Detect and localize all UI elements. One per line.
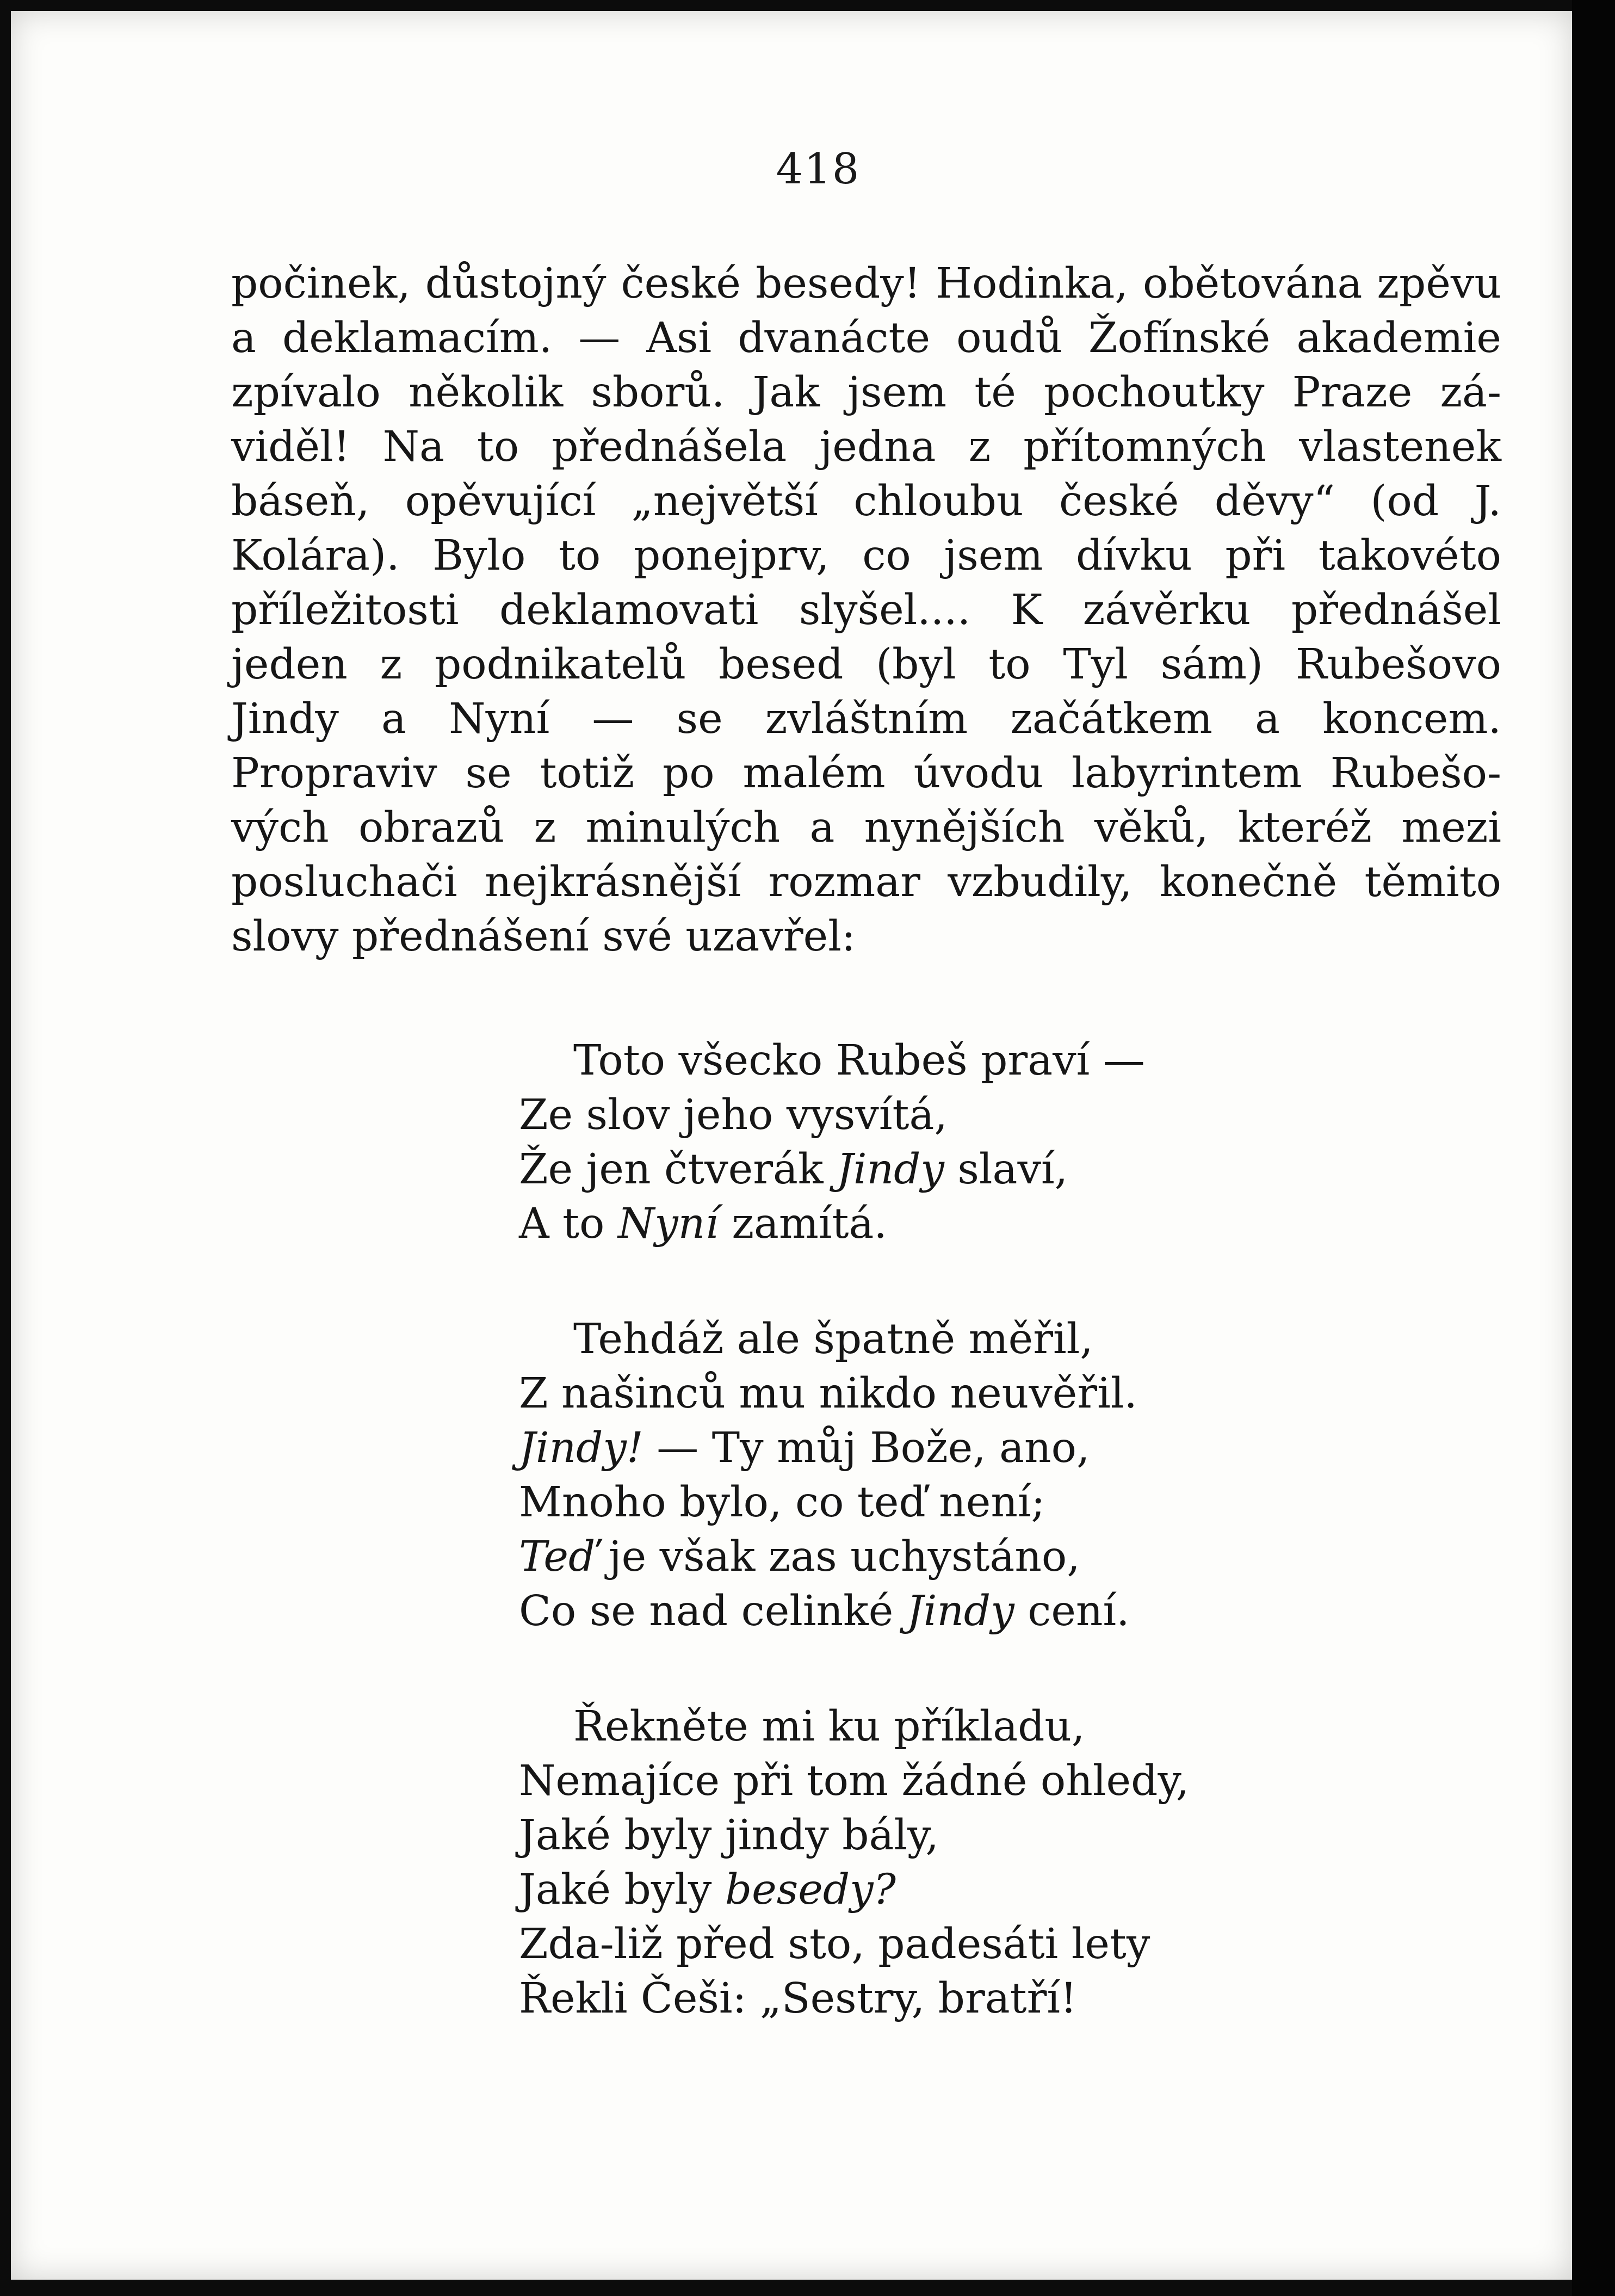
verse-text: Že jen čtverák bbox=[519, 1145, 837, 1194]
verse-line: Ze slov jeho vysvítá, bbox=[519, 1091, 948, 1139]
verse-text: A to bbox=[519, 1200, 618, 1248]
poem-stanza-3 bbox=[519, 1700, 1189, 2026]
prose-line: počinek, důstojný české besedy! Hodinka, obětována zpěvu bbox=[231, 260, 1501, 308]
verse-emphasis: Jindy bbox=[837, 1145, 944, 1194]
page-number: 418 bbox=[776, 145, 861, 194]
verse-line bbox=[519, 1530, 1189, 1584]
verse-emphasis: Jindy bbox=[906, 1587, 1014, 1635]
verse-text: je však zas uchystáno, bbox=[595, 1533, 1080, 1581]
verse-text: slaví, bbox=[944, 1145, 1068, 1194]
verse-emphasis: besedy? bbox=[725, 1866, 896, 1914]
prose-line: slovy přednášení své uzavřel: bbox=[231, 912, 856, 961]
verse-line: Mnoho bylo, co teď není; bbox=[519, 1478, 1045, 1527]
verse-line: Řekněte mi ku příkladu, bbox=[573, 1702, 1085, 1751]
prose-line: vých obrazů z minulých a nynějších věků, kteréž mezi bbox=[231, 804, 1501, 852]
prose-line: Jindy a Nyní — se zvláštním začátkem a koncem. bbox=[231, 695, 1501, 743]
prose-line: zpívalo několik sborů. Jak jsem té pochoutky Praze zá- bbox=[231, 368, 1501, 417]
verse-line: Nemajíce při tom žádné ohledy, bbox=[519, 1757, 1190, 1805]
prose-line: příležitosti deklamovati slyšel.... K závěrku přednášel bbox=[231, 586, 1501, 634]
scan-edge-shadow bbox=[1572, 0, 1615, 2296]
verse-text: cení. bbox=[1014, 1587, 1130, 1635]
verse-line: Toto všecko Rubeš praví — bbox=[573, 1036, 1145, 1085]
prose-line: viděl! Na to přednášela jedna z přítomných vlastenek bbox=[231, 423, 1501, 471]
verse-line bbox=[519, 1421, 1189, 1476]
prose-line: a deklamacím. — Asi dvanácte oudů Žofínské akademie bbox=[231, 314, 1501, 362]
verse-line bbox=[519, 1143, 1189, 1197]
prose-line: posluchači nejkrásnější rozmar vzbudily, konečně těmito bbox=[231, 858, 1501, 906]
verse-line: Jaké byly jindy bály, bbox=[519, 1811, 939, 1860]
verse-emphasis: Jindy! bbox=[519, 1424, 643, 1472]
book-page bbox=[11, 11, 1572, 2280]
prose-line: báseň, opěvující „největší chloubu české děvy“ (od J. bbox=[231, 477, 1501, 526]
verse-text: — Ty můj Bože, ano, bbox=[643, 1424, 1090, 1472]
poem bbox=[519, 1034, 1189, 2026]
verse-text: zamítá. bbox=[718, 1200, 887, 1248]
prose-line: Propraviv se totiž po malém úvodu labyrintem Rubešo- bbox=[231, 749, 1501, 798]
prose-line: jeden z podnikatelů besed (byl to Tyl sám) Rubešovo bbox=[231, 640, 1501, 689]
verse-emphasis: Teď bbox=[519, 1533, 596, 1581]
poem-stanza-2 bbox=[519, 1312, 1189, 1639]
verse-line bbox=[519, 1584, 1189, 1639]
verse-line: Řekli Češi: „Sestry, bratří! bbox=[519, 1974, 1078, 2023]
verse-line bbox=[519, 1863, 1189, 1917]
verse-text: Jaké byly bbox=[519, 1866, 725, 1914]
verse-text: Co se nad celinké bbox=[519, 1587, 907, 1635]
verse-line: Zda-liž před sto, padesáti lety bbox=[519, 1920, 1150, 1968]
prose-line: Kolára). Bylo to ponejprv, co jsem dívku při takovéto bbox=[231, 532, 1501, 580]
prose-paragraph bbox=[231, 257, 1501, 964]
verse-emphasis: Nyní bbox=[617, 1200, 719, 1248]
verse-line: Tehdáž ale špatně měřil, bbox=[573, 1315, 1093, 1363]
verse-line bbox=[519, 1197, 1189, 1251]
poem-stanza-1 bbox=[519, 1034, 1189, 1251]
verse-line: Z našinců mu nikdo neuvěřil. bbox=[519, 1369, 1137, 1418]
